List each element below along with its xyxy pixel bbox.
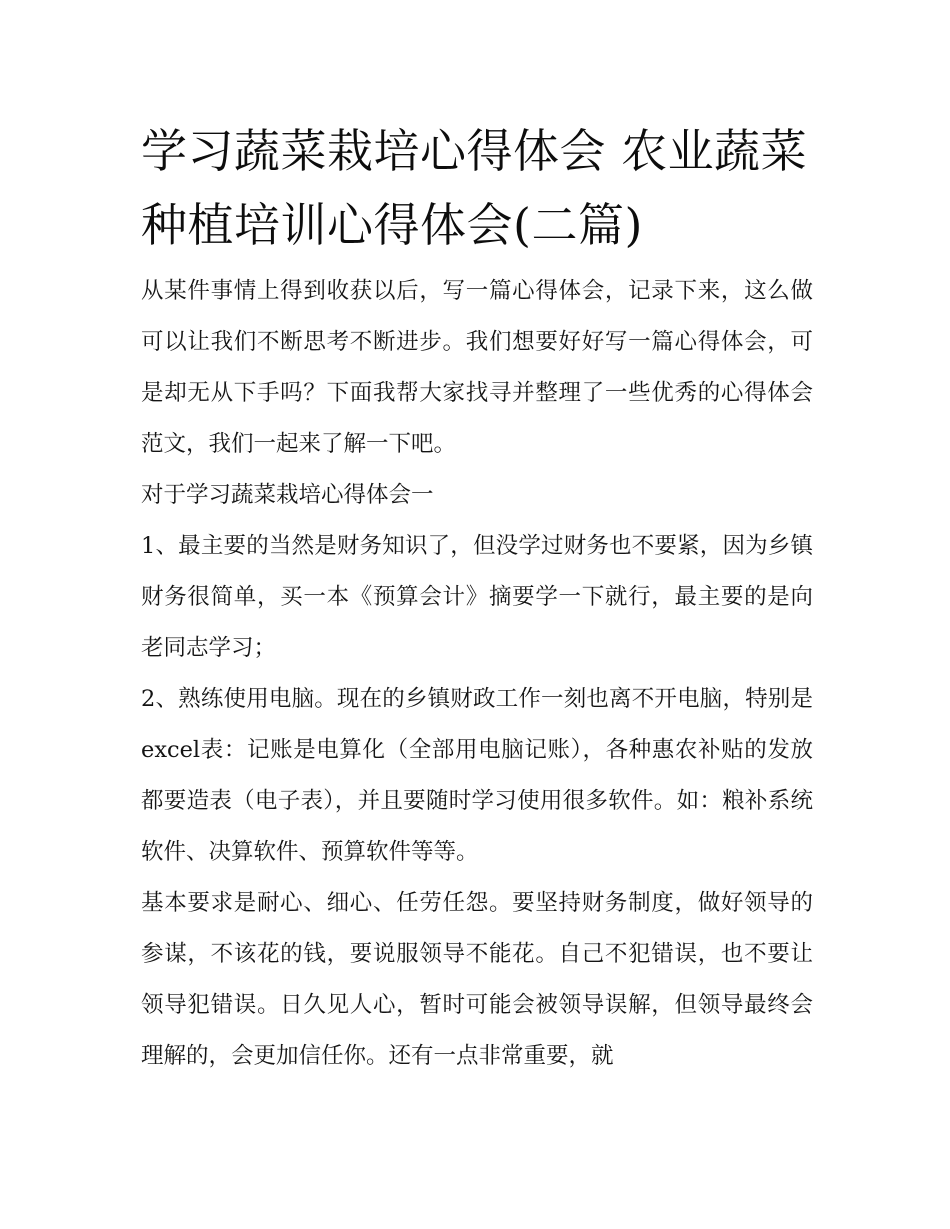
list-item-2: 2、熟练使用电脑。现在的乡镇财政工作一刻也离不开电脑，特别是excel表：记账是电算化（全部用电脑记账），各种惠农补贴的发放都要造表（电子表），并且要随时学习使用很多软件。如：粮补系统软件、决算软件、预算软件等等。 [141,686,813,865]
document-title: 学习蔬菜栽培心得体会 农业蔬菜种植培训心得体会(二篇) [141,124,808,252]
list-item-1: 1、最主要的当然是财务知识了，但没学过财务也不要紧，因为乡镇财务很简单，买一本《预算会计》摘要学一下就行，最主要的是向老同志学习； [141,533,813,661]
document-body [141,266,813,1082]
section-heading: 对于学习蔬菜栽培心得体会一 [141,482,434,508]
requirements-paragraph: 基本要求是耐心、细心、任劳任怨。要坚持财务制度，做好领导的参谋，不该花的钱，要说服领导不能花。自己不犯错误，也不要让领导犯错误。日久见人心，暂时可能会被领导误解，但领导最终会理解的，会更加信任你。还有一点非常重要，就 [141,890,813,1069]
intro-paragraph: 从某件事情上得到收获以后，写一篇心得体会，记录下来，这么做可以让我们不断思考不断进步。我们想要好好写一篇心得体会，可是却无从下手吗？下面我帮大家找寻并整理了一些优秀的心得体会范文，我们一起来了解一下吧。 [141,278,813,457]
document-content [141,114,813,1082]
